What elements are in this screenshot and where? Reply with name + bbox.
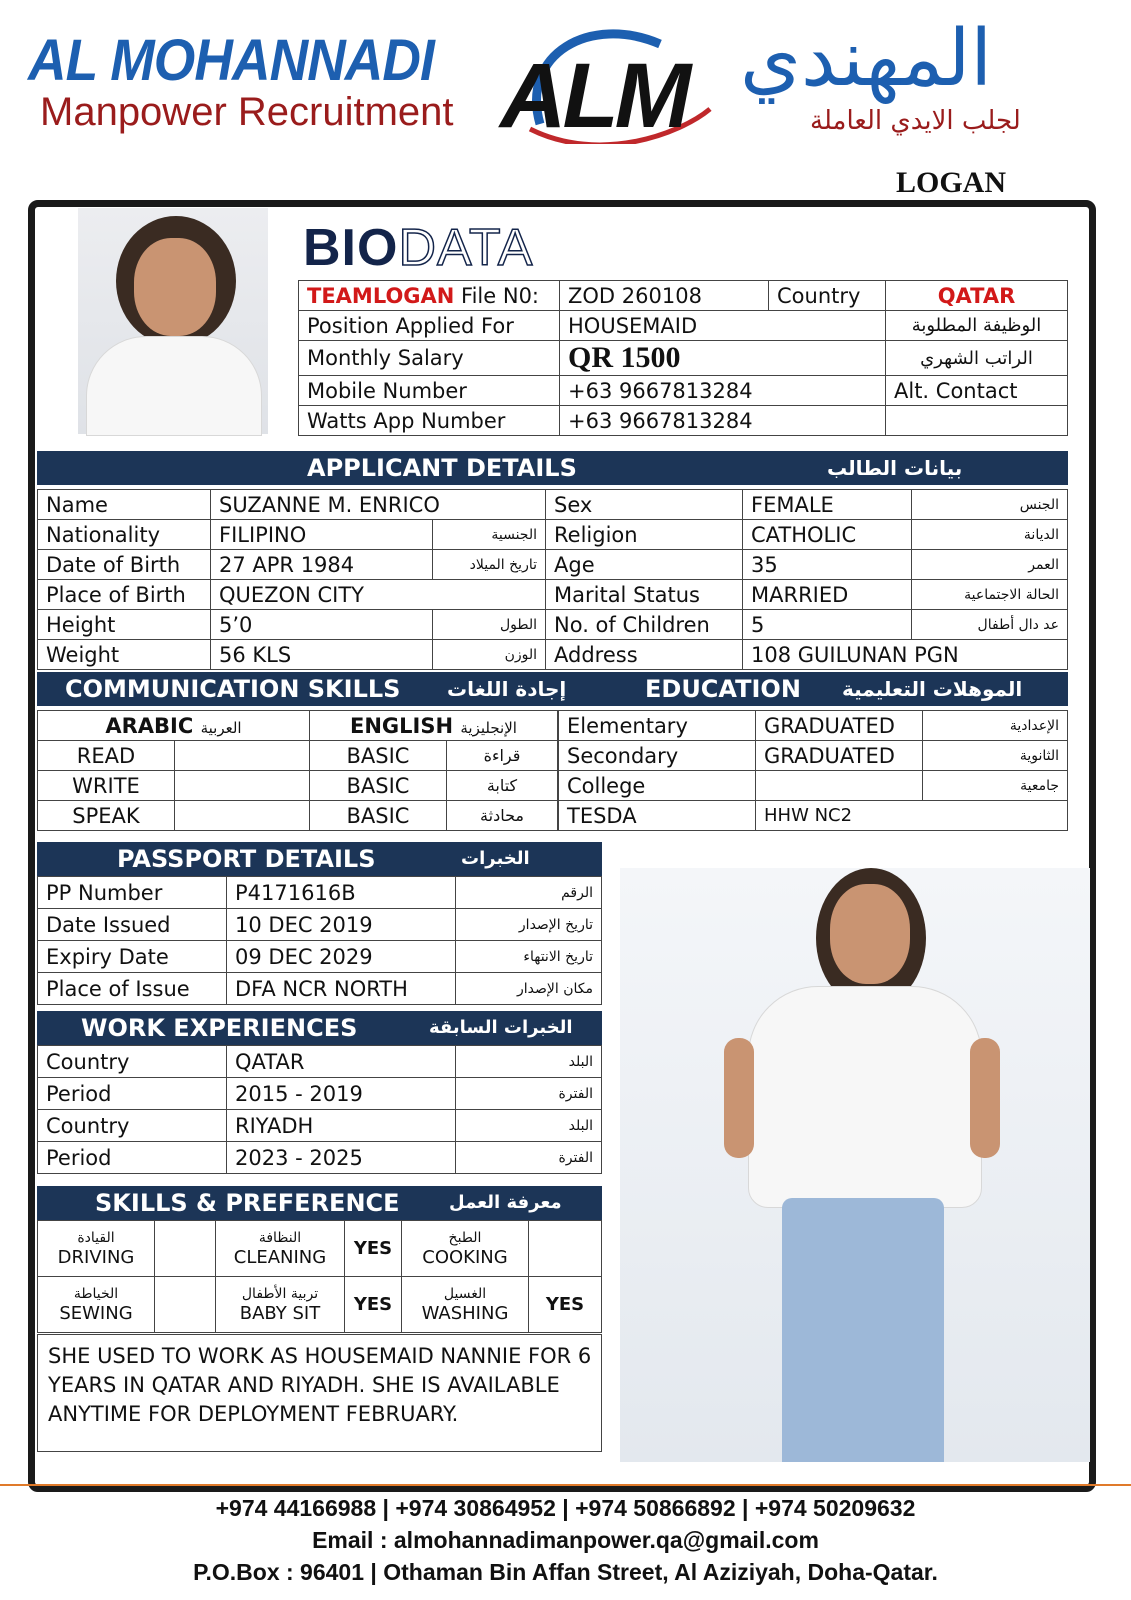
- top-info-table: [298, 280, 1068, 436]
- footer: [0, 1492, 1131, 1588]
- work-country-label: Country: [38, 1046, 227, 1078]
- dob-value: 27 APR 1984: [211, 550, 433, 580]
- work-table: [37, 1045, 602, 1174]
- work-period-arabic: الفترة: [456, 1078, 602, 1110]
- team-label: TEAMLOGAN: [307, 283, 455, 308]
- position-value: HOUSEMAID: [560, 311, 886, 341]
- dob-arabic: تاريخ الميلاد: [433, 550, 546, 580]
- passport-title: PASSPORT DETAILS: [117, 845, 376, 873]
- shirt-shape: [748, 986, 982, 1208]
- babysit-arabic: تربية الأطفال: [241, 1286, 319, 1302]
- marital-arabic: الحالة الاجتماعية: [912, 580, 1068, 610]
- salary-label: Monthly Salary: [299, 341, 560, 376]
- jeans-shape: [782, 1198, 944, 1462]
- issued-label: Date Issued: [38, 909, 227, 941]
- height-value: 5’0: [211, 610, 433, 640]
- elementary-arabic: الإعدادية: [923, 711, 1068, 741]
- write-arabic-level: [175, 771, 310, 801]
- speak-label: SPEAK: [38, 801, 175, 831]
- washing-label: WASHING: [421, 1303, 509, 1324]
- nationality-value: FILIPINO: [211, 520, 433, 550]
- whatsapp-extra: [886, 406, 1068, 436]
- applicant-details-bar: [37, 451, 1068, 485]
- cooking-value: [529, 1221, 602, 1277]
- cleaning-label: CLEANING: [233, 1247, 327, 1268]
- country-value: QATAR: [886, 281, 1068, 311]
- tesda-label: TESDA: [559, 801, 756, 831]
- footer-phones: +974 44166988 | +974 30864952 | +974 50866892 | +974 50209632: [215, 1495, 916, 1521]
- driving-arabic: القيادة: [77, 1230, 115, 1246]
- children-value: 5: [743, 610, 912, 640]
- country-label: Country: [769, 281, 886, 311]
- page-title: BIODATA: [303, 219, 534, 277]
- comm-title: COMMUNICATION SKILLS: [65, 675, 401, 703]
- cooking-arabic: الطبخ: [448, 1230, 482, 1246]
- face-shape: [830, 884, 910, 984]
- age-label: Age: [546, 550, 743, 580]
- skills-title: SKILLS & PREFERENCE: [95, 1189, 400, 1217]
- nationality-arabic: الجنسية: [433, 520, 546, 550]
- address-value: 108 GUILUNAN PGN: [743, 640, 1068, 670]
- issued-value: 10 DEC 2019: [227, 909, 456, 941]
- work-country-1: QATAR: [227, 1046, 456, 1078]
- education-arabic: الموهلات التعليمية: [842, 677, 1023, 701]
- file-no-label: File N0:: [454, 283, 540, 308]
- expiry-arabic: تاريخ الانتهاء: [456, 941, 602, 973]
- religion-label: Religion: [546, 520, 743, 550]
- english-header-ar: الإنجليزية: [460, 718, 517, 737]
- salary-value: QR 1500: [560, 341, 886, 376]
- passport-table: [37, 876, 602, 1005]
- driving-value: [155, 1221, 216, 1277]
- english-header: ENGLISH: [350, 713, 454, 738]
- speak-arabic-level: [175, 801, 310, 831]
- pp-arabic: الرقم: [456, 877, 602, 909]
- read-english-level: BASIC: [310, 741, 447, 771]
- whatsapp-value: +63 9667813284: [560, 406, 886, 436]
- work-country-arabic: البلد: [456, 1110, 602, 1142]
- brand-tagline: Manpower Recruitment: [40, 90, 454, 134]
- team-name: LOGAN: [896, 166, 1007, 199]
- brand-arabic: المهندي: [740, 14, 993, 104]
- pob-label: Place of Birth: [38, 580, 211, 610]
- mobile-label: Mobile Number: [299, 376, 560, 406]
- shirt-shape: [86, 336, 262, 436]
- logo-text: ALM: [500, 45, 688, 147]
- pp-value: P4171616B: [227, 877, 456, 909]
- tesda-value: HHW NC2: [756, 801, 1068, 831]
- education-table: [558, 710, 1068, 831]
- skills-bar: [37, 1186, 602, 1220]
- work-bar: [37, 1011, 602, 1045]
- language-table: [37, 710, 558, 831]
- arabic-header: ARABIC: [105, 713, 194, 738]
- weight-label: Weight: [38, 640, 211, 670]
- religion-value: CATHOLIC: [743, 520, 912, 550]
- remarks-text: SHE USED TO WORK AS HOUSEMAID NANNIE FOR 6 YEARS IN QATAR AND RIYADH. SHE IS AVAILABLE ANYTIME FOR DEPLOYMENT FEBRUARY.: [48, 1344, 592, 1426]
- pob-value: QUEZON CITY: [211, 580, 546, 610]
- expiry-value: 09 DEC 2029: [227, 941, 456, 973]
- height-arabic: الطول: [433, 610, 546, 640]
- pp-label: PP Number: [38, 877, 227, 909]
- arm-left-shape: [724, 1038, 754, 1158]
- applicant-full-photo: [620, 868, 1090, 1462]
- religion-arabic: الديانة: [912, 520, 1068, 550]
- work-arabic: الخبرات السابقة: [429, 1017, 573, 1038]
- write-arabic-label: كتابة: [447, 771, 558, 801]
- sex-arabic: الجنس: [912, 490, 1068, 520]
- mobile-value: +63 9667813284: [560, 376, 886, 406]
- applicant-details-title: APPLICANT DETAILS: [307, 454, 577, 482]
- alt-contact-label: Alt. Contact: [886, 376, 1068, 406]
- children-label: No. of Children: [546, 610, 743, 640]
- college-arabic: جامعية: [923, 771, 1068, 801]
- work-period-label: Period: [38, 1078, 227, 1110]
- alm-logo: [500, 45, 688, 147]
- arabic-header-ar: العربية: [200, 718, 242, 737]
- work-period-label: Period: [38, 1142, 227, 1174]
- place-value: DFA NCR NORTH: [227, 973, 456, 1005]
- nationality-label: Nationality: [38, 520, 211, 550]
- washing-value: YES: [529, 1277, 602, 1333]
- work-title: WORK EXPERIENCES: [81, 1014, 358, 1042]
- sewing-value: [155, 1277, 216, 1333]
- read-arabic-level: [175, 741, 310, 771]
- college-label: College: [559, 771, 756, 801]
- place-arabic: مكان الإصدار: [456, 973, 602, 1005]
- brand-name: AL MOHANNADI: [28, 28, 434, 93]
- age-value: 35: [743, 550, 912, 580]
- speak-english-level: BASIC: [310, 801, 447, 831]
- babysit-value: YES: [345, 1277, 402, 1333]
- work-period-1: 2015 - 2019: [227, 1078, 456, 1110]
- arm-right-shape: [970, 1038, 1000, 1158]
- height-label: Height: [38, 610, 211, 640]
- age-arabic: العمر: [912, 550, 1068, 580]
- work-country-label: Country: [38, 1110, 227, 1142]
- sewing-arabic: الخياطة: [73, 1286, 119, 1302]
- marital-label: Marital Status: [546, 580, 743, 610]
- sex-value: FEMALE: [743, 490, 912, 520]
- read-label: READ: [38, 741, 175, 771]
- place-label: Place of Issue: [38, 973, 227, 1005]
- college-value: [756, 771, 923, 801]
- applicant-table: [37, 489, 1068, 670]
- cleaning-value: YES: [345, 1221, 402, 1277]
- marital-value: MARRIED: [743, 580, 912, 610]
- footer-divider: [0, 1484, 1131, 1486]
- write-label: WRITE: [38, 771, 175, 801]
- footer-address: P.O.Box : 96401 | Othaman Bin Affan Street, Al Aziziyah, Doha-Qatar.: [193, 1559, 938, 1585]
- washing-arabic: الغسيل: [443, 1286, 487, 1302]
- position-arabic: الوظيفة المطلوبة: [886, 311, 1068, 341]
- footer-email: Email : almohannadimanpower.qa@gmail.com: [312, 1527, 819, 1553]
- file-no: ZOD 260108: [560, 281, 769, 311]
- cooking-label: COOKING: [422, 1247, 508, 1268]
- education-title: EDUCATION: [645, 675, 801, 703]
- issued-arabic: تاريخ الإصدار: [456, 909, 602, 941]
- expiry-label: Expiry Date: [38, 941, 227, 973]
- speak-arabic-label: محادثة: [447, 801, 558, 831]
- weight-arabic: الوزن: [433, 640, 546, 670]
- cleaning-arabic: النظافة: [258, 1230, 302, 1246]
- sex-label: Sex: [546, 490, 743, 520]
- applicant-portrait: [78, 208, 268, 434]
- write-english-level: BASIC: [310, 771, 447, 801]
- work-period-arabic: الفترة: [456, 1142, 602, 1174]
- secondary-arabic: الثانوية: [923, 741, 1068, 771]
- elementary-label: Elementary: [559, 711, 756, 741]
- address-label: Address: [546, 640, 743, 670]
- read-arabic-label: قراءة: [447, 741, 558, 771]
- work-country-arabic: البلد: [456, 1046, 602, 1078]
- secondary-value: GRADUATED: [756, 741, 923, 771]
- whatsapp-label: Watts App Number: [299, 406, 560, 436]
- work-country-2: RIYADH: [227, 1110, 456, 1142]
- position-label: Position Applied For: [299, 311, 560, 341]
- salary-arabic: الراتب الشهري: [886, 341, 1068, 376]
- passport-arabic: الخبرات السابقة: [461, 848, 530, 903]
- brand-arabic-sub: لجلب الايدي العاملة: [810, 106, 1021, 136]
- applicant-details-arabic: بيانات الطالب: [827, 456, 963, 480]
- weight-value: 56 KLS: [211, 640, 433, 670]
- name-value: SUZANNE M. ENRICO: [211, 490, 546, 520]
- dob-label: Date of Birth: [38, 550, 211, 580]
- skills-arabic: معرفة العمل: [449, 1192, 562, 1213]
- comm-arabic: إجادة اللغات: [447, 677, 567, 701]
- face-shape: [134, 238, 216, 336]
- babysit-label: BABY SIT: [239, 1303, 321, 1324]
- elementary-value: GRADUATED: [756, 711, 923, 741]
- comm-education-bar: [37, 672, 1068, 706]
- driving-label: DRIVING: [57, 1247, 135, 1268]
- secondary-label: Secondary: [559, 741, 756, 771]
- children-arabic: عد دال أطفال: [912, 610, 1068, 640]
- name-label: Name: [38, 490, 211, 520]
- sewing-label: SEWING: [59, 1303, 133, 1324]
- work-period-2: 2023 - 2025: [227, 1142, 456, 1174]
- skills-table: [37, 1220, 602, 1333]
